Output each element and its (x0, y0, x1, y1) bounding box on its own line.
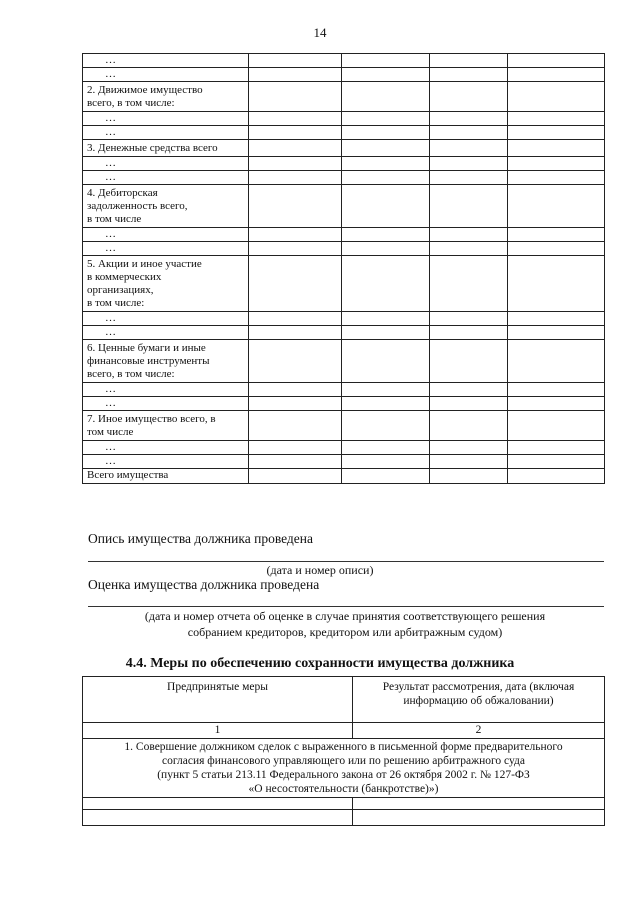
value-cell (249, 171, 342, 185)
value-cell (342, 441, 430, 455)
value-cell (508, 383, 605, 397)
value-cell (430, 441, 508, 455)
value-cell (430, 140, 508, 157)
value-cell (249, 340, 342, 383)
value-cell (342, 185, 430, 228)
ellipsis-cell: … (83, 455, 249, 469)
value-cell (342, 469, 430, 484)
property-row (83, 171, 605, 185)
section-title: 4.4. Меры по обеспечению сохранности имущества должника (125, 656, 515, 671)
value-cell (508, 455, 605, 469)
value-cell (508, 441, 605, 455)
value-cell (430, 411, 508, 441)
property-row (83, 242, 605, 256)
valuation-caption-line1: (дата и номер отчета об оценке в случае принятия соответствующего решения (144, 609, 546, 623)
property-row (83, 411, 605, 441)
value-cell (342, 82, 430, 112)
value-cell (342, 411, 430, 441)
value-cell (342, 326, 430, 340)
inventory-label: Опись имущества должника проведена (88, 531, 314, 546)
value-cell (249, 112, 342, 126)
value-cell (249, 185, 342, 228)
value-cell (249, 157, 342, 171)
value-cell (249, 126, 342, 140)
value-cell (249, 82, 342, 112)
ellipsis-cell: … (83, 441, 249, 455)
property-category-label: 3. Денежные средства всего (83, 140, 249, 157)
value-cell (249, 256, 342, 312)
value-cell (430, 68, 508, 82)
property-category-label: 5. Акции и иное участие в коммерческих организациях, в том числе: (83, 256, 249, 312)
ellipsis-cell: … (83, 157, 249, 171)
value-cell (430, 54, 508, 68)
value-cell (342, 397, 430, 411)
property-table (82, 53, 605, 484)
ellipsis-cell: … (83, 383, 249, 397)
measures-empty-cell (83, 798, 353, 810)
property-row (83, 312, 605, 326)
property-row (83, 340, 605, 383)
value-cell (249, 242, 342, 256)
inventory-fill-line (88, 561, 604, 562)
value-cell (430, 82, 508, 112)
value-cell (342, 54, 430, 68)
measures-empty-cell (353, 810, 605, 826)
property-row (83, 82, 605, 112)
value-cell (249, 397, 342, 411)
page-number: 14 (313, 25, 327, 40)
ellipsis-cell: … (83, 126, 249, 140)
value-cell (249, 68, 342, 82)
property-row (83, 256, 605, 312)
inventory-caption: (дата и номер описи) (266, 563, 374, 577)
value-cell (508, 228, 605, 242)
value-cell (430, 326, 508, 340)
value-cell (430, 469, 508, 484)
value-cell (508, 157, 605, 171)
value-cell (508, 82, 605, 112)
value-cell (430, 112, 508, 126)
measures-col2-number: 2 (353, 723, 605, 739)
value-cell (430, 397, 508, 411)
value-cell (249, 228, 342, 242)
value-cell (342, 455, 430, 469)
value-cell (508, 326, 605, 340)
valuation-caption-line2: собранием кредиторов, кредитором или арбитражным судом) (187, 625, 503, 639)
value-cell (249, 411, 342, 441)
ellipsis-cell: … (83, 312, 249, 326)
measures-header-col2: Результат рассмотрения, дата (включая информацию об обжаловании) (353, 677, 605, 723)
ellipsis-cell: … (83, 54, 249, 68)
value-cell (342, 256, 430, 312)
ellipsis-cell: … (83, 68, 249, 82)
property-row (83, 326, 605, 340)
value-cell (342, 112, 430, 126)
property-row (83, 68, 605, 82)
property-row (83, 157, 605, 171)
value-cell (430, 228, 508, 242)
property-row (83, 383, 605, 397)
value-cell (342, 68, 430, 82)
property-category-label: 2. Движимое имущество всего, в том числе: (83, 82, 249, 112)
ellipsis-cell: … (83, 242, 249, 256)
value-cell (342, 126, 430, 140)
property-row (83, 54, 605, 68)
value-cell (249, 312, 342, 326)
property-row (83, 126, 605, 140)
value-cell (430, 455, 508, 469)
measures-col1-number: 1 (83, 723, 353, 739)
property-row (83, 441, 605, 455)
value-cell (249, 326, 342, 340)
value-cell (249, 54, 342, 68)
measures-merged-row: 1. Совершение должником сделок с выраженного в письменной форме предварительного согласия финансового управляющего или по решению арбитражного суда (пункт 5 статьи 213.11 Федерального закона от 26 октября 2002 г. № 127-ФЗ «О несостоятельности (банкротстве)») (83, 739, 605, 798)
value-cell (342, 242, 430, 256)
value-cell (342, 312, 430, 326)
value-cell (430, 383, 508, 397)
value-cell (430, 185, 508, 228)
valuation-fill-line (88, 606, 604, 607)
value-cell (508, 242, 605, 256)
property-category-label: 4. Дебиторская задолженность всего, в том числе (83, 185, 249, 228)
value-cell (508, 256, 605, 312)
value-cell (508, 411, 605, 441)
ellipsis-cell: … (83, 112, 249, 126)
value-cell (430, 312, 508, 326)
property-row (83, 397, 605, 411)
value-cell (508, 54, 605, 68)
value-cell (342, 340, 430, 383)
value-cell (342, 228, 430, 242)
measures-table (82, 676, 605, 826)
value-cell (508, 68, 605, 82)
property-row (83, 469, 605, 484)
value-cell (508, 171, 605, 185)
value-cell (508, 185, 605, 228)
value-cell (430, 126, 508, 140)
total-label: Всего имущества (83, 469, 249, 484)
property-category-label: 6. Ценные бумаги и иные финансовые инструменты всего, в том числе: (83, 340, 249, 383)
property-row (83, 185, 605, 228)
measures-empty-cell (353, 798, 605, 810)
property-row (83, 112, 605, 126)
measures-header-col1: Предпринятые меры (83, 677, 353, 723)
ellipsis-cell: … (83, 228, 249, 242)
value-cell (249, 455, 342, 469)
value-cell (249, 469, 342, 484)
value-cell (430, 242, 508, 256)
value-cell (508, 126, 605, 140)
value-cell (430, 256, 508, 312)
value-cell (249, 383, 342, 397)
value-cell (508, 340, 605, 383)
value-cell (508, 140, 605, 157)
value-cell (249, 441, 342, 455)
value-cell (430, 157, 508, 171)
valuation-label: Оценка имущества должника проведена (88, 577, 320, 592)
value-cell (342, 383, 430, 397)
value-cell (508, 397, 605, 411)
ellipsis-cell: … (83, 397, 249, 411)
value-cell (342, 140, 430, 157)
property-row (83, 140, 605, 157)
value-cell (430, 340, 508, 383)
value-cell (430, 171, 508, 185)
property-row (83, 228, 605, 242)
value-cell (508, 312, 605, 326)
property-category-label: 7. Иное имущество всего, в том числе (83, 411, 249, 441)
ellipsis-cell: … (83, 326, 249, 340)
value-cell (508, 469, 605, 484)
value-cell (249, 140, 342, 157)
measures-empty-cell (83, 810, 353, 826)
value-cell (342, 171, 430, 185)
value-cell (508, 112, 605, 126)
ellipsis-cell: … (83, 171, 249, 185)
property-row (83, 455, 605, 469)
value-cell (342, 157, 430, 171)
